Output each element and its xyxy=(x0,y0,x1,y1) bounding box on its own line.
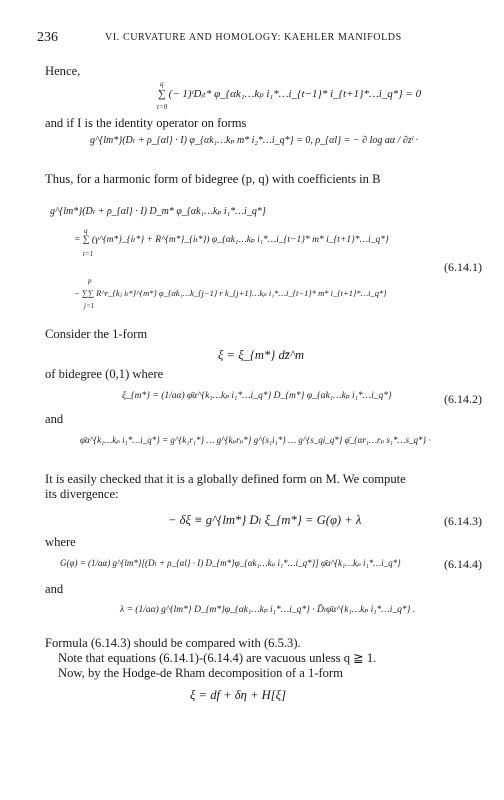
running-head: VI. CURVATURE AND HOMOLOGY: KAEHLER MANIFOLDS xyxy=(105,32,402,43)
text-globally-defined: It is easily checked that it is a globally defined form on M. We compute xyxy=(45,472,406,486)
equation-641-line1: = ∑ (γ^{m*}_{iₜ*} + R^{m*}_{iₜ*}) φ_{αk₁…kₚ i₁*…i_{t−1}* m* i_{t+1}*…i_q*} xyxy=(74,235,389,245)
sum-upper-limit-p: p xyxy=(88,277,92,285)
equation-tag-6141: (6.14.1) xyxy=(444,260,482,274)
text-divergence: its divergence: xyxy=(45,487,119,501)
sum-lower-limit-j1: j=1 xyxy=(84,302,95,310)
equation-xi: ξ = ξ_{m*} dz̄^m xyxy=(218,348,305,362)
equation-641-line2: − ∑∑ R^r_{kⱼ iₜ*}^{m*} φ_{αk₁…k_{j−1} r k_{j+1}…kₚ i₁*…i_{t−1}* m* i_{t+1}*…i_q*} xyxy=(74,288,387,298)
equation-641-lhs: g^{lm*}(Dₗ + ρ_{αl} · I) D_m* φ_{αk₁…kₚ i₁*…i_q*} xyxy=(50,206,266,217)
text-vacuous-note: Note that equations (6.14.1)-(6.14.4) are vacuous unless q ≧ 1. xyxy=(58,651,377,665)
equation-643: − δξ ≡ g^{lm*} Dₗ ξ_{m*} = G(φ) + λ xyxy=(168,513,362,527)
text-identity-operator: and if I is the identity operator on forms xyxy=(45,116,247,130)
sum-upper-limit: q xyxy=(160,80,164,88)
text-consider-1-form: Consider the 1-form xyxy=(45,327,148,341)
equation-644: G(φ) = (1/aα) g^{lm*}[(Dₗ + ρ_{αl} · I) D_{m*}φ_{αk₁…kₚ i₁*…i_q*}] φ̄α^{k₁…kₚ i₁*…i_q*} xyxy=(60,558,401,568)
equation-tag-6144: (6.14.4) xyxy=(444,557,482,571)
sum-lower-limit: t=0 xyxy=(157,103,168,111)
equation-tag-6143: (6.14.3) xyxy=(444,514,482,528)
equation-contracted: g^{lm*}(Dₗ + ρ_{αl} · I) φ_{αk₁…kₚ m* i₂*…i_q*} = 0, ρ_{αl} = − ∂ log aα / ∂zˡ · xyxy=(90,135,419,146)
text-and-2: and xyxy=(45,582,64,596)
equation-lambda: λ = (1/aα) g^{lm*} D_{m*}φ_{αk₁…kₚ i₁*…i_q*} · D̄ₗφ̄α^{k₁…kₚ i₁*…i_q*} . xyxy=(120,605,416,615)
sum-upper-limit-q: q xyxy=(84,227,88,235)
equation-alternating-sum: ∑ (− 1)ᵗDᵢₜ* φ_{αk₁…kₚ i₁*…i_{t−1}* i_{t+1}*…i_q*} = 0 xyxy=(158,88,422,100)
text-where: where xyxy=(45,535,76,549)
page-number: 236 xyxy=(37,30,58,45)
text-hodge-de-rham: Now, by the Hodge-de Rham decomposition of a 1-form xyxy=(58,666,343,680)
sum-lower-limit-t1: t=1 xyxy=(83,250,94,258)
text-bidegree-01: of bidegree (0,1) where xyxy=(45,367,164,381)
equation-tag-6142: (6.14.2) xyxy=(444,392,482,406)
text-formula-compare: Formula (6.14.3) should be compared with (6.5.3). xyxy=(45,636,301,650)
page-header xyxy=(37,30,477,46)
equation-conjugate-raised: φ̄α^{k₁…kₚ i₁*…i_q*} = g^{k₁r₁*} … g^{kₚrₚ*} g^{s₁i₁*} … g^{s_qi_q*} φ̄_{αr₁…rₚ s₁*…s_q*} · xyxy=(80,435,431,445)
text-harmonic-form: Thus, for a harmonic form of bidegree (p, q) with coefficients in B xyxy=(45,172,381,186)
equation-642: ξ_{m*} = (1/aα) φ̄α^{k₁…kₚ i₁*…i_q*} D_{m*} φ_{αk₁…kₚ i₁*…i_q*} xyxy=(122,391,392,401)
text-and-1: and xyxy=(45,412,64,426)
text-hence: Hence, xyxy=(45,64,81,78)
equation-hodge-decomposition: ξ = df + δη + H[ξ] xyxy=(190,688,286,702)
